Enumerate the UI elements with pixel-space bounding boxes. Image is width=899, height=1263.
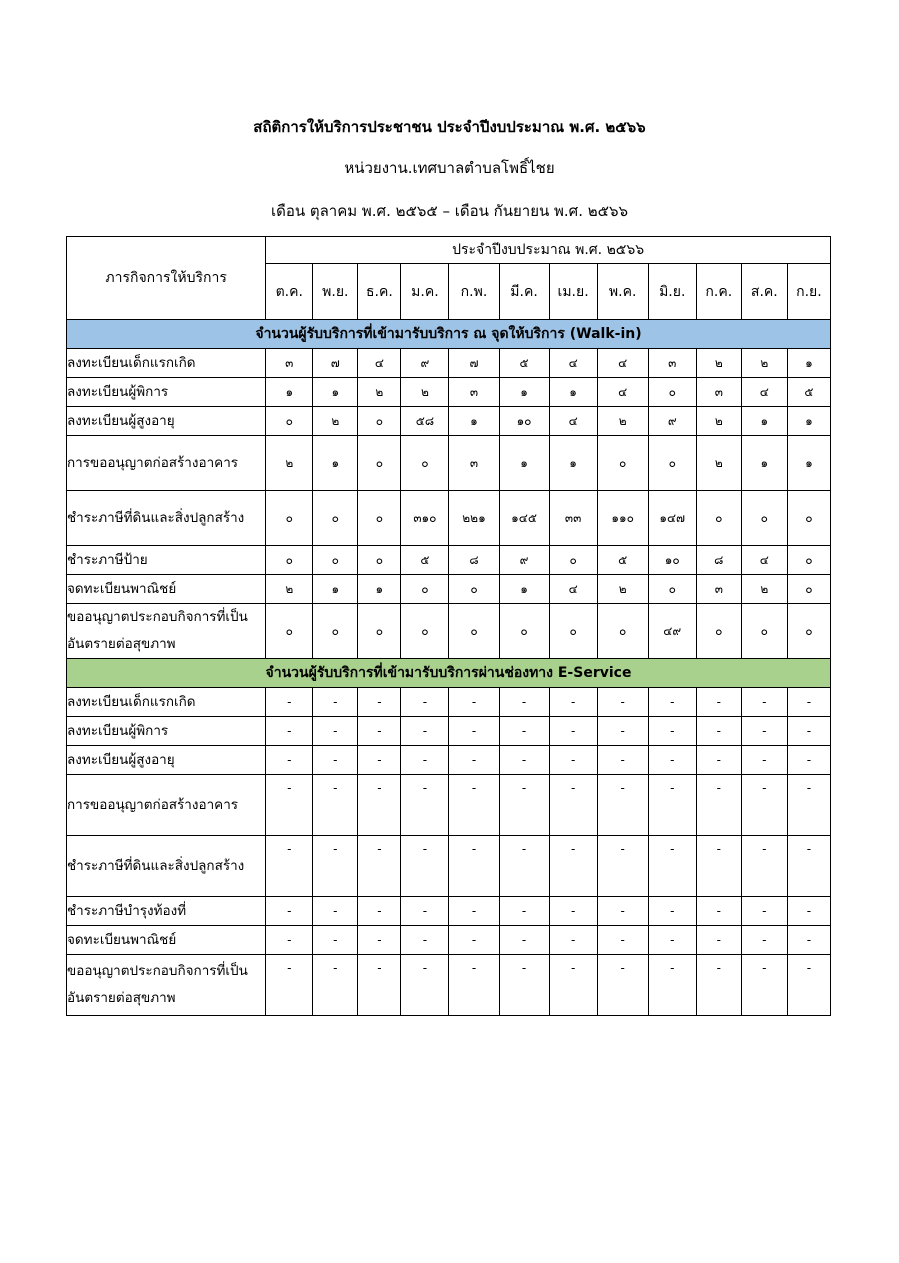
cell-value: - [449,717,499,746]
cell-value: - [313,746,358,775]
cell-value: - [597,775,648,836]
cell-value: ๔๙ [648,604,696,659]
cell-value: ๑ [313,378,358,407]
cell-value: ๐ [358,491,401,546]
cell-value: ๒ [401,378,449,407]
cell-value: - [696,955,741,1016]
cell-value: ๑๔๗ [648,491,696,546]
cell-value: - [499,717,549,746]
cell-value: - [696,897,741,926]
cell-value: ๔ [741,378,787,407]
cell-value: - [597,688,648,717]
fiscal-year-header: ประจำปีงบประมาณ พ.ศ. ๒๕๖๖ [266,237,831,264]
cell-value: ๔ [597,378,648,407]
cell-value: ๐ [648,378,696,407]
cell-value: ๑ [313,436,358,491]
cell-value: ๑ [549,378,597,407]
service-name: จดทะเบียนพาณิชย์ [67,575,266,604]
cell-value: ๑ [499,575,549,604]
cell-value: ๔ [549,349,597,378]
cell-value: ๑ [741,407,787,436]
month-header: พ.ค. [597,264,648,320]
cell-value: - [313,717,358,746]
cell-value: ๑ [313,575,358,604]
cell-value: ๒ [696,349,741,378]
cell-value: ๑ [449,407,499,436]
cell-value: ๒ [597,575,648,604]
service-name: ชำระภาษีที่ดินและสิ่งปลูกสร้าง [67,491,266,546]
cell-value: - [597,746,648,775]
cell-value: ๐ [313,491,358,546]
cell-value: ๑ [787,407,830,436]
cell-value: ๑ [266,378,313,407]
cell-value: - [597,836,648,897]
cell-value: - [401,955,449,1016]
cell-value: ๐ [549,604,597,659]
cell-value: ๔ [741,546,787,575]
cell-value: - [266,717,313,746]
cell-value: - [787,955,830,1016]
cell-value: ๐ [266,604,313,659]
cell-value: ๐ [358,604,401,659]
cell-value: ๓๓ [549,491,597,546]
cell-value: - [597,897,648,926]
cell-value: - [549,897,597,926]
cell-value: - [549,926,597,955]
service-name: ชำระภาษีที่ดินและสิ่งปลูกสร้าง [67,836,266,897]
cell-value: - [741,717,787,746]
service-name: ลงทะเบียนผู้พิการ [67,378,266,407]
service-name: จดทะเบียนพาณิชย์ [67,926,266,955]
cell-value: ๑ [787,349,830,378]
cell-value: ๔ [549,407,597,436]
table-row [67,491,831,546]
cell-value: ๘ [449,546,499,575]
cell-value: - [787,775,830,836]
cell-value: - [313,688,358,717]
cell-value: - [401,836,449,897]
cell-value: ๗ [313,349,358,378]
table-row [67,775,831,836]
cell-value: ๐ [787,604,830,659]
table-row [67,717,831,746]
cell-value: - [358,897,401,926]
cell-value: ๒ [313,407,358,436]
cell-value: - [696,836,741,897]
cell-value: - [266,897,313,926]
cell-value: ๓ [648,349,696,378]
month-header: พ.ย. [313,264,358,320]
cell-value: ๑๔๕ [499,491,549,546]
cell-value: - [358,746,401,775]
month-header: ส.ค. [741,264,787,320]
cell-value: - [449,926,499,955]
cell-value: - [549,746,597,775]
cell-value: - [741,836,787,897]
cell-value: - [401,897,449,926]
cell-value: - [449,955,499,1016]
cell-value: - [313,775,358,836]
cell-value: - [648,746,696,775]
cell-value: ๑ [358,575,401,604]
cell-value: - [648,926,696,955]
table-row [67,407,831,436]
service-name: การขออนุญาตก่อสร้างอาคาร [67,775,266,836]
cell-value: - [741,955,787,1016]
table-row [67,436,831,491]
cell-value: ๐ [266,491,313,546]
cell-value: - [449,775,499,836]
cell-value: - [597,955,648,1016]
cell-value: ๐ [741,604,787,659]
cell-value: - [358,717,401,746]
cell-value: ๐ [787,546,830,575]
section-walk-in [67,320,831,349]
cell-value: - [741,775,787,836]
section-e-service [67,659,831,688]
cell-value: - [401,775,449,836]
cell-value: ๐ [597,436,648,491]
cell-value: - [499,897,549,926]
month-header: ธ.ค. [358,264,401,320]
cell-value: - [266,955,313,1016]
cell-value: - [696,746,741,775]
cell-value: - [266,775,313,836]
cell-value: - [787,926,830,955]
cell-value: ๑๑๐ [597,491,648,546]
service-name: ชำระภาษีป้าย [67,546,266,575]
service-name: ลงทะเบียนเด็กแรกเกิด [67,688,266,717]
cell-value: - [313,955,358,1016]
cell-value: ๐ [549,546,597,575]
service-name: ชำระภาษีบำรุงท้องที่ [67,897,266,926]
cell-value: ๐ [741,491,787,546]
cell-value: ๕๘ [401,407,449,436]
cell-value: ๐ [648,436,696,491]
cell-value: ๐ [401,436,449,491]
table-row [67,378,831,407]
service-name: ขออนุญาตประกอบกิจการที่เป็นอันตรายต่อสุขภาพ [67,955,266,1016]
cell-value: ๒ [266,575,313,604]
cell-value: ๒๒๑ [449,491,499,546]
cell-value: - [549,717,597,746]
cell-value: - [401,746,449,775]
cell-value: - [358,688,401,717]
month-header: เม.ย. [549,264,597,320]
cell-value: - [597,926,648,955]
table-row [67,836,831,897]
cell-value: ๙ [401,349,449,378]
cell-value: ๒ [696,407,741,436]
month-header: ต.ค. [266,264,313,320]
cell-value: ๗ [449,349,499,378]
cell-value: - [648,775,696,836]
cell-value: - [499,836,549,897]
cell-value: ๕ [401,546,449,575]
table-row [67,926,831,955]
cell-value: ๒ [266,436,313,491]
cell-value: ๑ [499,378,549,407]
section-title: จำนวนผู้รับบริการที่เข้ามารับบริการ ณ จุดให้บริการ (Walk-in) [67,320,831,349]
cell-value: - [787,897,830,926]
page-title: สถิติการให้บริการประชาชน ประจำปีงบประมาณ พ.ศ. ๒๕๖๖ [253,118,646,136]
table-row [67,897,831,926]
cell-value: - [549,775,597,836]
cell-value: ๑ [549,436,597,491]
cell-value: - [741,688,787,717]
table-row [67,575,831,604]
cell-value: ๙ [499,546,549,575]
table-row [67,746,831,775]
cell-value: ๐ [266,546,313,575]
cell-value: ๕ [499,349,549,378]
cell-value: ๐ [787,575,830,604]
cell-value: ๐ [358,546,401,575]
cell-value: ๓ [696,575,741,604]
cell-value: ๐ [449,604,499,659]
cell-value: - [499,955,549,1016]
cell-value: - [787,836,830,897]
cell-value: - [313,836,358,897]
cell-value: ๐ [313,546,358,575]
cell-value: ๘ [696,546,741,575]
cell-value: - [549,955,597,1016]
table-row [67,349,831,378]
cell-value: - [449,897,499,926]
table-row [67,604,831,659]
cell-value: ๔ [358,349,401,378]
cell-value: ๐ [648,575,696,604]
cell-value: ๒ [741,575,787,604]
cell-value: ๐ [787,491,830,546]
service-name: ลงทะเบียนผู้สูงอายุ [67,746,266,775]
cell-value: - [696,775,741,836]
section-title: จำนวนผู้รับบริการที่เข้ามารับบริการผ่านช่องทาง E-Service [67,659,831,688]
month-header: ก.พ. [449,264,499,320]
cell-value: - [266,926,313,955]
cell-value: - [787,688,830,717]
cell-value: - [313,897,358,926]
cell-value: ๐ [358,407,401,436]
cell-value: - [648,836,696,897]
cell-value: ๐ [358,436,401,491]
cell-value: ๑ [787,436,830,491]
cell-value: - [741,926,787,955]
month-header: ม.ค. [401,264,449,320]
cell-value: ๐ [266,407,313,436]
cell-value: - [499,746,549,775]
cell-value: - [266,688,313,717]
cell-value: - [401,688,449,717]
cell-value: - [358,955,401,1016]
cell-value: ๐ [597,604,648,659]
cell-value: - [648,897,696,926]
cell-value: - [648,688,696,717]
table-row [67,955,831,1016]
reporting-period: เดือน ตุลาคม พ.ศ. ๒๕๖๕ – เดือน กันยายน พ.ศ. ๒๕๖๖ [270,202,629,220]
cell-value: - [696,926,741,955]
cell-value: ๕ [787,378,830,407]
cell-value: - [597,717,648,746]
service-name: ลงทะเบียนผู้พิการ [67,717,266,746]
cell-value: - [313,926,358,955]
cell-value: - [266,746,313,775]
cell-value: - [401,926,449,955]
cell-value: ๑ [741,436,787,491]
table-row [67,688,831,717]
month-header: มิ.ย. [648,264,696,320]
cell-value: - [449,746,499,775]
cell-value: - [741,897,787,926]
cell-value: ๑ [499,436,549,491]
cell-value: - [358,926,401,955]
service-name: ลงทะเบียนผู้สูงอายุ [67,407,266,436]
cell-value: - [696,717,741,746]
cell-value: - [358,775,401,836]
cell-value: - [499,775,549,836]
service-name: ลงทะเบียนเด็กแรกเกิด [67,349,266,378]
cell-value: - [499,688,549,717]
cell-value: - [696,688,741,717]
cell-value: - [358,836,401,897]
cell-value: - [741,746,787,775]
cell-value: ๒ [358,378,401,407]
cell-value: - [499,926,549,955]
cell-value: ๕ [597,546,648,575]
cell-value: ๐ [401,575,449,604]
cell-value: - [549,836,597,897]
cell-value: ๐ [696,491,741,546]
cell-value: ๓ [449,378,499,407]
cell-value: - [401,717,449,746]
service-statistics-table [66,236,831,1016]
cell-value: ๙ [648,407,696,436]
cell-value: - [549,688,597,717]
cell-value: ๔ [549,575,597,604]
service-name: การขออนุญาตก่อสร้างอาคาร [67,436,266,491]
cell-value: ๐ [449,575,499,604]
cell-value: ๐ [696,604,741,659]
cell-value: - [787,717,830,746]
cell-value: - [648,717,696,746]
table-row [67,546,831,575]
service-column-header: ภารกิจการให้บริการ [67,237,266,320]
cell-value: ๑๐ [648,546,696,575]
cell-value: ๒ [597,407,648,436]
cell-value: ๐ [401,604,449,659]
cell-value: - [787,746,830,775]
month-header: ก.ค. [696,264,741,320]
cell-value: ๔ [597,349,648,378]
cell-value: ๒ [696,436,741,491]
agency-name: หน่วยงาน.เทศบาลตำบลโพธิ์ไชย [344,159,555,177]
cell-value: - [449,836,499,897]
service-name: ขออนุญาตประกอบกิจการที่เป็นอันตรายต่อสุขภาพ [67,604,266,659]
cell-value: ๐ [313,604,358,659]
cell-value: ๓ [696,378,741,407]
cell-value: - [449,688,499,717]
month-header: ก.ย. [787,264,830,320]
cell-value: ๐ [499,604,549,659]
cell-value: ๓ [449,436,499,491]
cell-value: - [648,955,696,1016]
cell-value: ๒ [741,349,787,378]
month-header: มี.ค. [499,264,549,320]
cell-value: ๓ [266,349,313,378]
cell-value: - [266,836,313,897]
cell-value: ๑๐ [499,407,549,436]
cell-value: ๓๑๐ [401,491,449,546]
